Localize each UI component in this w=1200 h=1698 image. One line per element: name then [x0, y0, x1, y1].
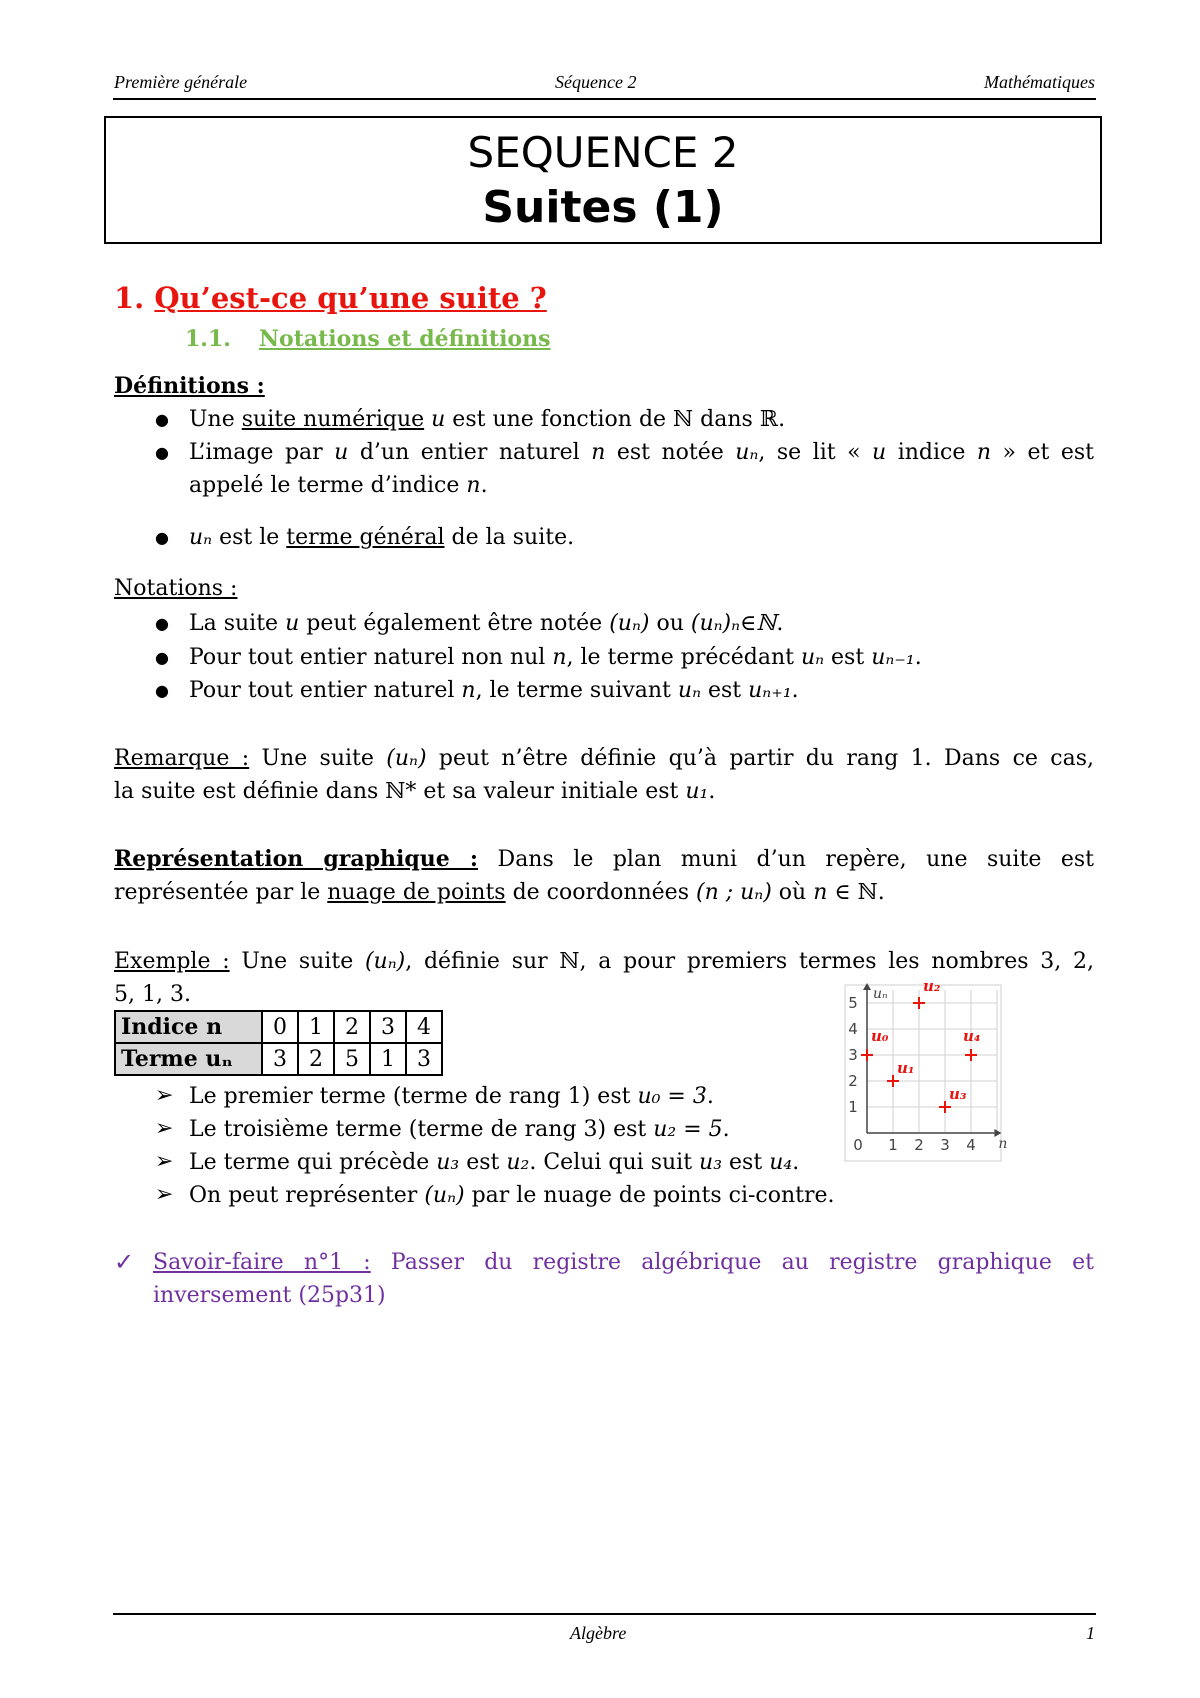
arrow-bullet-icon: ➢: [155, 1116, 174, 1141]
table-cell: 3: [262, 1043, 298, 1075]
x-axis-label: n: [998, 1136, 1008, 1152]
arrow-bullet-icon: ➢: [155, 1182, 174, 1207]
exemple-paragraph: Exemple : Une suite (uₙ), définie sur ℕ, a pour premiers termes les nombres 3, 2, 5, 1, 3.: [114, 949, 1094, 1007]
remarque-label: Remarque :: [114, 746, 250, 771]
table-row-label: Terme uₙ: [115, 1043, 262, 1075]
header-center: Séquence 2: [555, 72, 637, 92]
header-left: Première générale: [114, 72, 248, 92]
title-suites: Suites (1): [482, 182, 724, 233]
point-label: u₃: [949, 1085, 967, 1103]
definition-3: uₙ est le terme général de la suite.: [189, 525, 575, 550]
remarque-paragraph: Remarque : Une suite (uₙ) peut n’être définie qu’à partir du rang 1. Dans ce cas, la suite est définie dans ℕ* et sa valeur initiale est u₁.: [114, 746, 1094, 804]
y-axis-label: uₙ: [873, 986, 888, 1002]
title-box: [104, 116, 1102, 244]
table-cell: 2: [334, 1011, 370, 1043]
savoir-faire-paragraph: Savoir-faire n°1 : Passer du registre algébrique au registre graphique et inversement (25p31): [153, 1250, 1094, 1308]
notation-3: Pour tout entier naturel n, le terme suivant uₙ est uₙ₊₁.: [189, 678, 799, 703]
exemple-point-4: On peut représenter (uₙ) par le nuage de points ci-contre.: [189, 1183, 835, 1208]
exemple-point-2: Le troisième terme (terme de rang 3) est u₂ = 5.: [189, 1117, 730, 1142]
table-cell: 3: [370, 1011, 406, 1043]
footer-rule: [113, 1613, 1096, 1615]
bullet-icon: ●: [155, 528, 169, 547]
bullet-icon: ●: [155, 648, 169, 667]
page-number: 1: [1086, 1623, 1095, 1643]
y-tick-label: 1: [848, 1098, 858, 1116]
bullet-icon: ●: [155, 681, 169, 700]
point-label: u₁: [897, 1059, 915, 1077]
section-1-1-number: 1.1.: [185, 326, 231, 352]
notation-2: Pour tout entier naturel non nul n, le terme précédant uₙ est uₙ₋₁.: [189, 645, 922, 670]
x-tick-label: 1: [888, 1136, 898, 1154]
y-tick-label: 4: [848, 1020, 858, 1038]
graph-frame: [845, 985, 1001, 1161]
bullet-icon: ●: [155, 443, 169, 462]
section-1-heading: [114, 281, 547, 315]
point-label: u₄: [963, 1027, 981, 1045]
point-label: u₀: [871, 1027, 889, 1045]
table-row: [115, 1043, 442, 1075]
exemple-label: Exemple :: [114, 949, 230, 974]
table-cell: 2: [298, 1043, 334, 1075]
bullet-icon: ●: [155, 410, 169, 429]
section-1-1-title: Notations et définitions: [258, 326, 551, 352]
point-label: u₂: [923, 977, 941, 995]
notation-1: La suite u peut également être notée (uₙ) ou (uₙ)ₙ∈ℕ.: [189, 611, 784, 636]
x-tick-label: 2: [914, 1136, 924, 1154]
x-tick-label: 3: [940, 1136, 950, 1154]
definition-2: L’image par u d’un entier naturel n est notée uₙ, se lit « u indice n » et est appelé le terme d’indice n.: [189, 440, 1094, 498]
checkmark-icon: ✓: [114, 1248, 135, 1276]
table-cell: 1: [370, 1043, 406, 1075]
representation-paragraph: Représentation graphique : Dans le plan muni d’un repère, une suite est représentée par le nuage de points de coordonnées (n ; uₙ) où n ∈ ℕ.: [114, 846, 1094, 905]
section-1-number: 1.: [114, 281, 145, 315]
definition-1: Une suite numérique u est une fonction de ℕ dans ℝ.: [189, 407, 786, 432]
representation-label: Représentation graphique :: [114, 846, 479, 872]
y-tick-label: 5: [848, 994, 858, 1012]
exemple-point-3: Le terme qui précède u₃ est u₂. Celui qui suit u₃ est u₄.: [189, 1150, 800, 1175]
header-right: Mathématiques: [984, 72, 1095, 92]
table-cell: 0: [262, 1011, 298, 1043]
table-cell: 4: [406, 1011, 442, 1043]
footer-center: Algèbre: [570, 1623, 627, 1643]
exemple-point-1: Le premier terme (terme de rang 1) est u₀ = 3.: [189, 1084, 714, 1109]
title-sequence: SEQUENCE 2: [467, 128, 739, 177]
section-1-1-heading: [185, 326, 551, 352]
table-row-label: Indice n: [115, 1011, 262, 1043]
savoir-faire-label: Savoir-faire n°1 :: [153, 1250, 371, 1275]
origin-label: 0: [853, 1136, 863, 1154]
definitions-heading: Définitions :: [114, 373, 265, 399]
y-tick-label: 3: [848, 1046, 858, 1064]
sequence-scatter-plot: [843, 977, 1008, 1163]
x-tick-label: 4: [966, 1136, 976, 1154]
table-cell: 3: [406, 1043, 442, 1075]
bullet-icon: ●: [155, 614, 169, 633]
table-cell: 5: [334, 1043, 370, 1075]
y-tick-label: 2: [848, 1072, 858, 1090]
sequence-table: [114, 1010, 443, 1076]
table-row: [115, 1011, 442, 1043]
notations-heading: Notations :: [114, 576, 238, 601]
arrow-bullet-icon: ➢: [155, 1083, 174, 1108]
section-1-title: Qu’est-ce qu’une suite ?: [154, 281, 547, 315]
arrow-bullet-icon: ➢: [155, 1149, 174, 1174]
header-rule: [113, 98, 1096, 100]
table-cell: 1: [298, 1011, 334, 1043]
